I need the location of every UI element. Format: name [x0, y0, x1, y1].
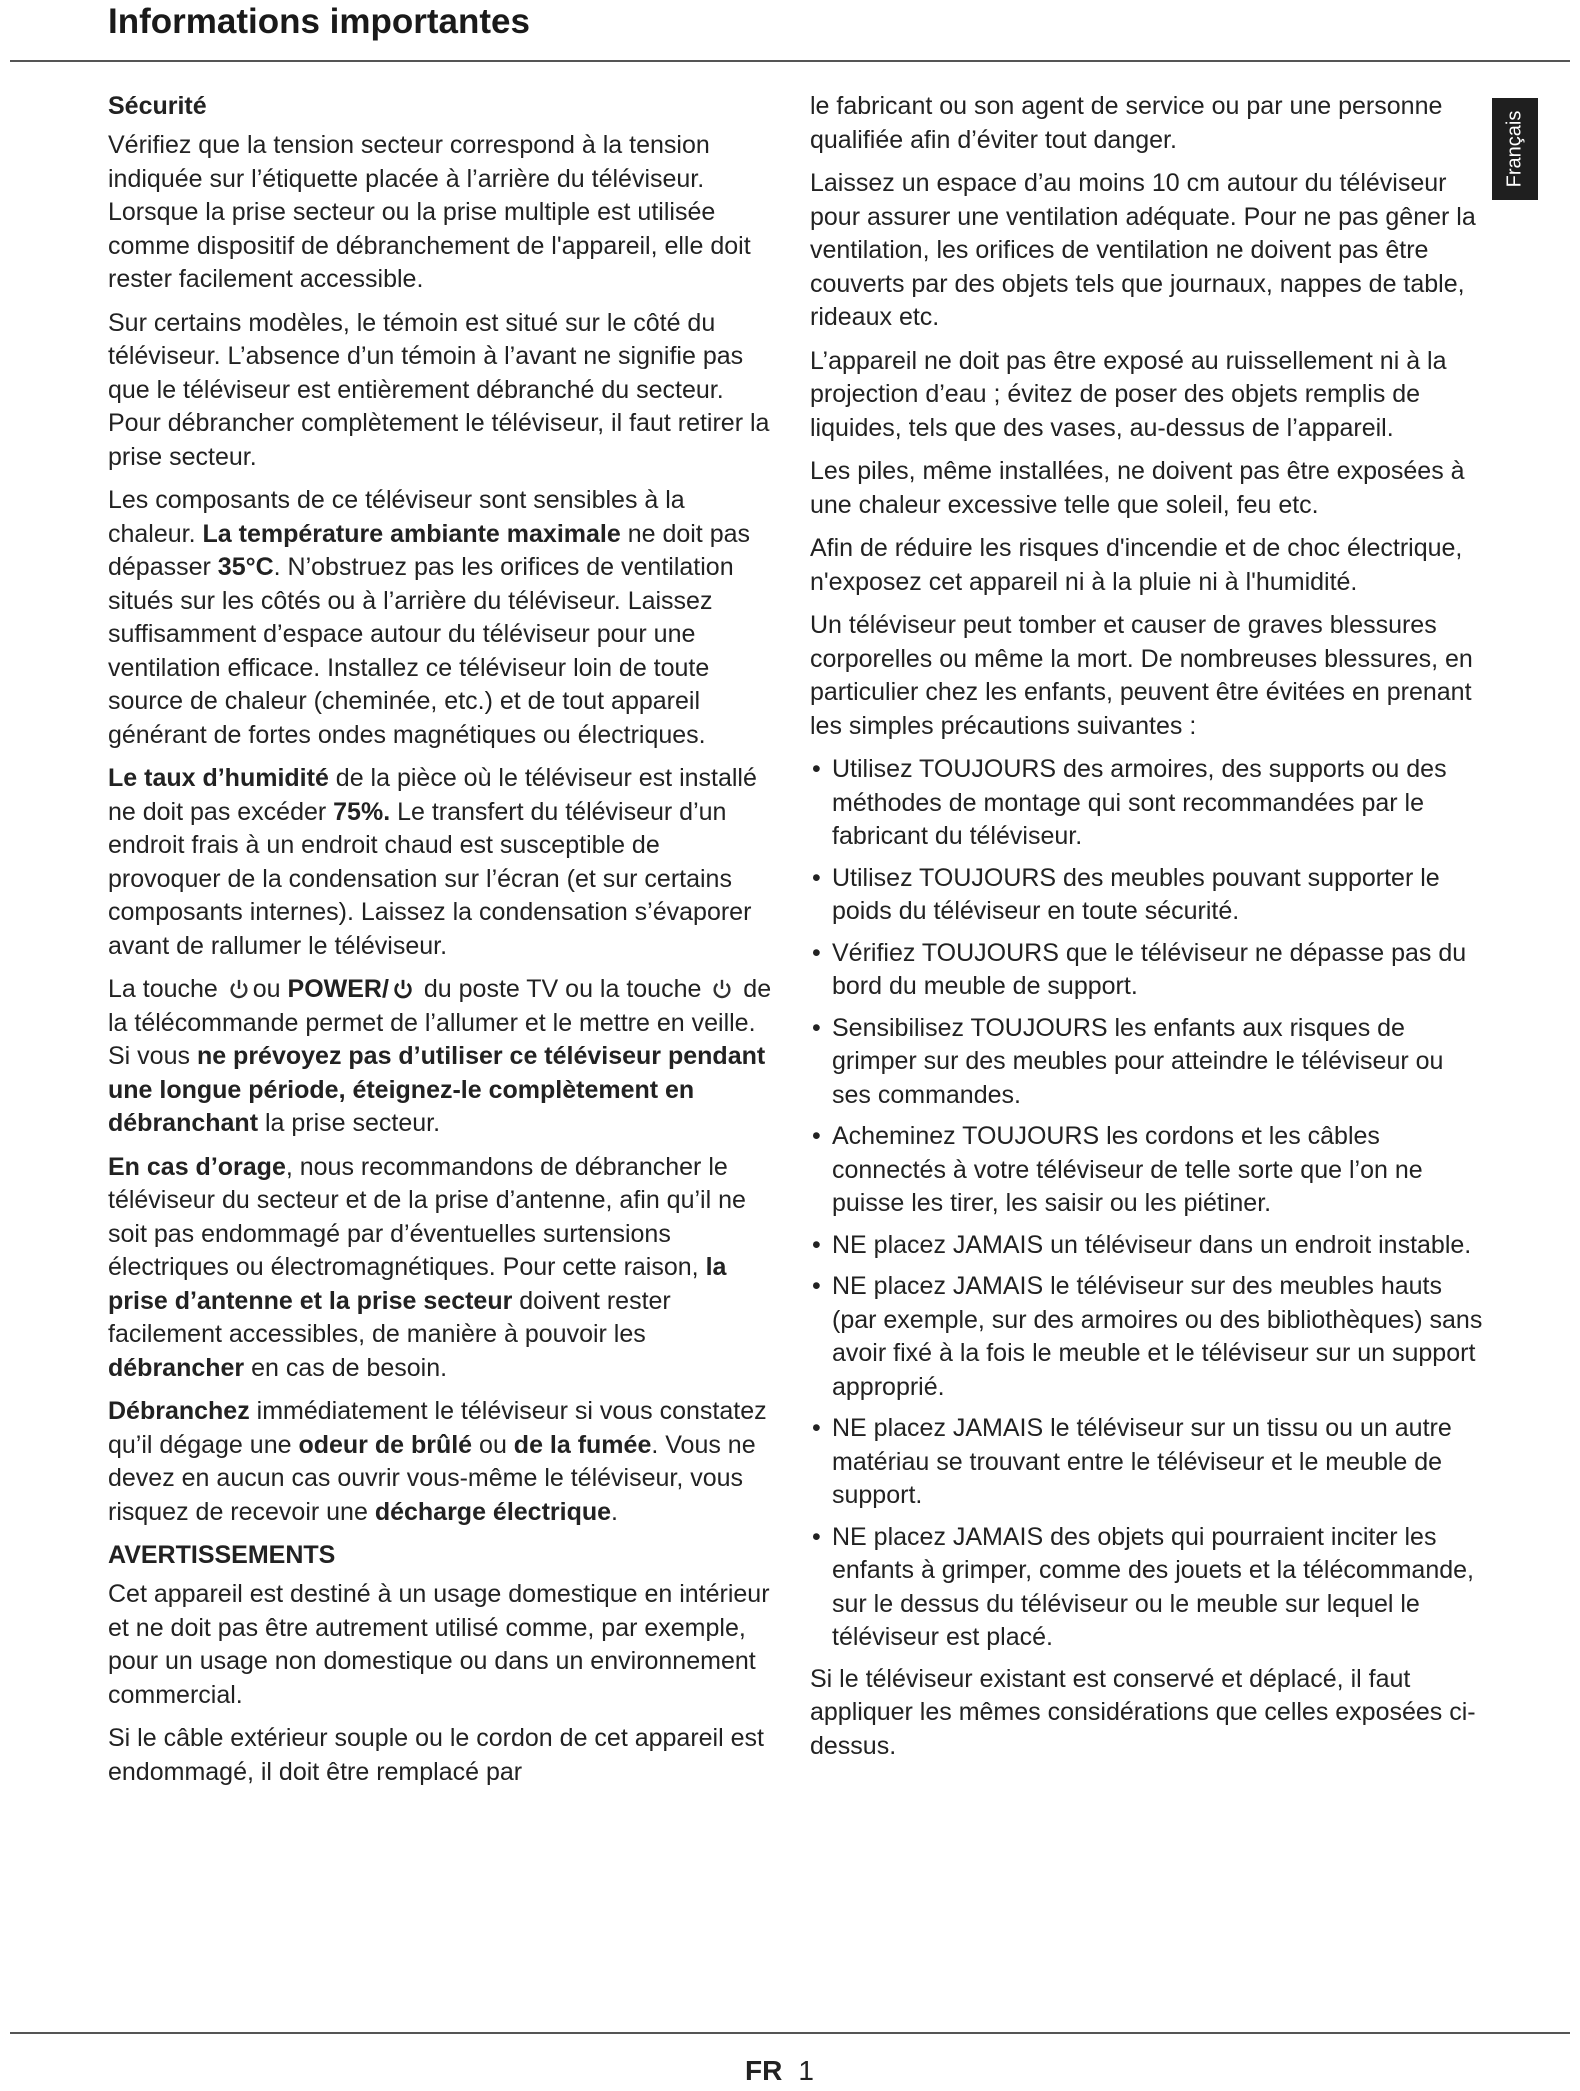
section-heading-securite: Sécurité	[108, 92, 207, 120]
section-heading-avertissements: AVERTISSEMENTS	[108, 1541, 336, 1569]
list-item: • Sensibilisez TOUJOURS les enfants aux risques de grimper sur des meubles pour atteindre le téléviseur ou ses commandes.	[810, 1012, 1485, 1113]
footer-divider	[10, 2032, 1570, 2034]
page-title: Informations importantes	[108, 2, 530, 41]
precautions-list	[810, 753, 1485, 1655]
paragraph-cable: Si le câble extérieur souple ou le cordon de cet appareil est endommagé, il doit être remplacé par	[108, 1724, 764, 1786]
right-column	[810, 90, 1485, 1773]
list-item: • Utilisez TOUJOURS des meubles pouvant supporter le poids du téléviseur en toute sécurité.	[810, 862, 1485, 929]
footer-language: FR	[745, 2055, 783, 2086]
list-item: • NE placez JAMAIS le téléviseur sur des meubles hauts (par exemple, sur des armoires ou des bibliothèques) sans avoir fixé à la fois le meuble et le téléviseur sur un support approprié.	[810, 1270, 1485, 1404]
paragraph-fabricant: le fabricant ou son agent de service ou par une personne qualifiée afin d’éviter tout danger.	[810, 92, 1443, 154]
paragraph-chaleur: Les composants de ce téléviseur sont sensibles à la chaleur. La température ambiante maximale ne doit pas dépasser 35°C. N’obstruez pas les orifices de ventilation situés sur les côtés ou à l’arrière du téléviseur. Laissez suffisamment d’espace autour du téléviseur pour une ventilation efficace. Installez ce téléviseur loin de toute source de chaleur (cheminée, etc.) et de tout appareil générant de fortes ondes magnétiques ou électriques.	[108, 486, 751, 749]
page-footer	[745, 2055, 814, 2087]
header-divider	[10, 60, 1570, 62]
power-icon	[392, 978, 414, 1000]
list-item: • Vérifiez TOUJOURS que le téléviseur ne dépasse pas du bord du meuble de support.	[810, 937, 1485, 1004]
list-item: • NE placez JAMAIS des objets qui pourraient inciter les enfants à grimper, comme des jouets et la télécommande, sur le dessus du téléviseur ou le meuble sur lequel le téléviseur est placé.	[810, 1521, 1485, 1655]
paragraph-deplacement: Si le téléviseur existant est conservé et déplacé, il faut appliquer les mêmes considérations que celles exposées ci-dessus.	[810, 1664, 1476, 1760]
power-icon	[228, 978, 250, 1000]
language-tab-label: Français	[1503, 110, 1526, 188]
paragraph-power: La touche ou POWER/ du poste TV ou la touche de la télécommande permet de l’allumer et le mettre en veille. Si vous ne prévoyez pas d’utiliser ce téléviseur pendant une longue période, éteignez-le complètement en débranchant la prise secteur.	[108, 975, 772, 1137]
paragraph-debranchez: Débranchez immédiatement le téléviseur si vous constatez qu’il dégage une odeur de brûlé ou de la fumée. Vous ne devez en aucun cas ouvrir vous-même le téléviseur, vous risquez de recevoir une décharge électrique.	[108, 1397, 767, 1526]
language-tab	[1492, 98, 1538, 200]
paragraph-humidite: Le taux d’humidité de la pièce où le téléviseur est installé ne doit pas excéder 75%. Le transfert du téléviseur d’un endroit frais à un endroit chaud est susceptible de provoquer de la condensation sur l’écran (et sur certains composants internes). Laissez la condensation s’évaporer avant de rallumer le téléviseur.	[108, 764, 757, 960]
paragraph-chute: Un téléviseur peut tomber et causer de graves blessures corporelles ou même la mort. De nombreuses blessures, en particulier chez les enfants, peuvent être évitées en prenant les simples précautions suivantes :	[810, 611, 1473, 740]
paragraph-temoin: Sur certains modèles, le témoin est situé sur le côté du téléviseur. L’absence d’un témoin à l’avant ne signifie pas que le téléviseur est entièrement débranché du secteur. Pour débrancher complètement le téléviseur, il faut retirer la prise secteur.	[108, 308, 770, 471]
list-item: • Acheminez TOUJOURS les cordons et les câbles connectés à votre téléviseur de telle sorte que l’on ne puisse les tirer, les saisir ou les piétiner.	[810, 1120, 1485, 1221]
paragraph-incendie: Afin de réduire les risques d'incendie et de choc électrique, n'exposez cet appareil ni à la pluie ni à l'humidité.	[810, 534, 1463, 596]
paragraph-espace: Laissez un espace d’au moins 10 cm autour du téléviseur pour assurer une ventilation adéquate. Pour ne pas gêner la ventilation, les orifices de ventilation ne doivent pas être couverts par des objets tels que journaux, nappes de table, rideaux etc.	[810, 169, 1476, 331]
list-item: • NE placez JAMAIS un téléviseur dans un endroit instable.	[810, 1229, 1485, 1263]
paragraph-orage: En cas d’orage, nous recommandons de débrancher le téléviseur du secteur et de la prise d’antenne, afin qu’il ne soit pas endommagé par d’éventuelles surtensions électriques ou électromagnétiques. Pour cette raison, la prise d’antenne et la prise secteur doivent rester facilement accessibles, de manière à pouvoir les débrancher en cas de besoin.	[108, 1152, 746, 1382]
paragraph-usage: Cet appareil est destiné à un usage domestique en intérieur et ne doit pas être autrement utilisé comme, par exemple, pour un usage non domestique ou dans un environnement commercial.	[108, 1580, 770, 1709]
list-item: • Utilisez TOUJOURS des armoires, des supports ou des méthodes de montage qui sont recommandées par le fabricant du téléviseur.	[810, 753, 1485, 854]
paragraph-piles: Les piles, même installées, ne doivent pas être exposées à une chaleur excessive telle que soleil, feu etc.	[810, 457, 1465, 519]
left-column	[108, 90, 778, 1799]
paragraph-eau: L’appareil ne doit pas être exposé au ruissellement ni à la projection d’eau ; évitez de poser des objets remplis de liquides, tels que des vases, au-dessus de l’appareil.	[810, 346, 1447, 442]
list-item: • NE placez JAMAIS le téléviseur sur un tissu ou un autre matériau se trouvant entre le téléviseur et le meuble de support.	[810, 1412, 1485, 1513]
power-icon	[711, 978, 733, 1000]
page-number: 1	[798, 2055, 814, 2086]
paragraph-tension: Vérifiez que la tension secteur correspond à la tension indiquée sur l’étiquette placée à l’arrière du téléviseur. Lorsque la prise secteur ou la prise multiple est utilisée comme dispositif de débranchement de l'appareil, elle doit rester facilement accessible.	[108, 131, 751, 293]
